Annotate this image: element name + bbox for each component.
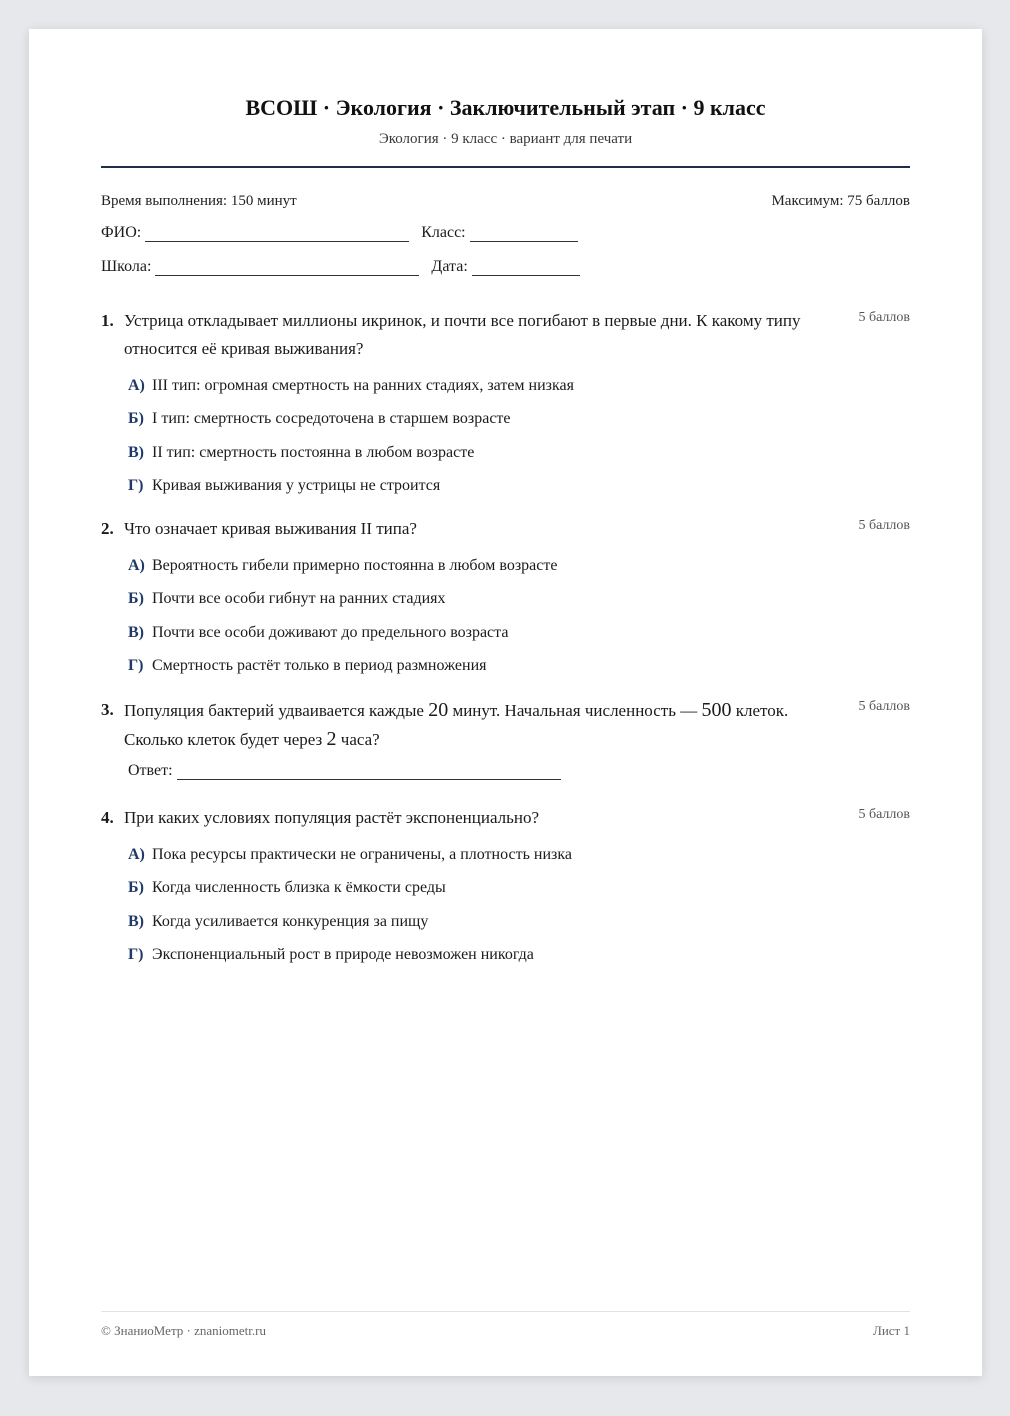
option-letter: Б)	[128, 410, 144, 428]
option-v[interactable]	[128, 905, 910, 939]
question-text: При каких условиях популяция растёт экспоненциально?	[124, 808, 540, 827]
option-letter: В)	[128, 623, 144, 641]
option-letter: Г)	[128, 946, 144, 964]
footer-divider	[101, 1311, 910, 1312]
options-list	[128, 838, 910, 972]
question-points: 5 баллов	[858, 310, 910, 325]
option-a[interactable]	[128, 549, 910, 583]
school-date-row	[101, 258, 910, 276]
question-text: Устрица откладывает миллионы икринок, и почти все погибают в первые дни. К какому типу относится её кривая выживания?	[124, 311, 801, 358]
option-b[interactable]	[128, 403, 910, 437]
option-v[interactable]	[128, 616, 910, 650]
option-letter: Г)	[128, 657, 144, 675]
text-part: клеток. Сколько клеток будет через	[124, 701, 789, 749]
option-text: Пока ресурсы практически не ограничены, а плотность низка	[152, 845, 572, 863]
option-text: Когда численность близка к ёмкости среды	[152, 879, 446, 897]
option-g[interactable]	[128, 470, 910, 504]
options-list	[128, 549, 910, 683]
question-header	[101, 696, 910, 754]
question-points: 5 баллов	[858, 518, 910, 533]
page-subtitle: Экология · 9 класс · вариант для печати	[378, 131, 633, 147]
question-header	[101, 515, 910, 543]
option-letter: Б)	[128, 590, 144, 608]
option-letter: В)	[128, 912, 144, 930]
option-text: Смертность растёт только в период размножения	[152, 657, 487, 675]
option-letter: А)	[128, 556, 145, 574]
option-text: Почти все особи гибнут на ранних стадиях	[152, 590, 446, 608]
date-field[interactable]	[472, 260, 580, 276]
option-text: II тип: смертность постоянна в любом возрасте	[152, 443, 475, 461]
option-g[interactable]	[128, 650, 910, 684]
class-label: Класс:	[421, 224, 466, 241]
option-text: Экспоненциальный рост в природе невозможен никогда	[152, 946, 534, 964]
question-points: 5 баллов	[858, 699, 910, 714]
page-title: ВСОШ · Экология · Заключительный этап · 9 класс	[245, 95, 766, 120]
fio-class-row	[101, 224, 910, 242]
option-letter: А)	[128, 845, 145, 863]
number-500: 500	[701, 699, 732, 721]
option-text: I тип: смертность сосредоточена в старшем возрасте	[152, 410, 511, 428]
text-part: Популяция бактерий удваивается каждые	[124, 701, 429, 720]
option-text: Когда усиливается конкуренция за пищу	[152, 912, 429, 930]
question-3	[101, 696, 910, 780]
school-label: Школа:	[101, 258, 152, 275]
answer-row	[128, 762, 910, 780]
option-a[interactable]	[128, 369, 910, 403]
question-points: 5 баллов	[858, 807, 910, 822]
answer-field[interactable]	[177, 764, 561, 780]
question-2	[101, 515, 910, 683]
option-letter: Б)	[128, 879, 144, 897]
page-content	[101, 29, 910, 1376]
text-part: минут. Начальная численность —	[448, 701, 702, 720]
option-text: Кривая выживания у устрицы не строится	[152, 477, 441, 495]
footer-page-number: Лист 1	[873, 1323, 910, 1338]
question-text	[124, 696, 840, 754]
option-v[interactable]	[128, 436, 910, 470]
number-2: 2	[326, 728, 337, 750]
question-text: Что означает кривая выживания II типа?	[124, 519, 417, 538]
option-letter: А)	[128, 376, 145, 394]
number-20: 20	[428, 699, 449, 721]
page-sheet	[29, 29, 982, 1376]
question-number: 1.	[101, 311, 114, 330]
fio-field[interactable]	[145, 226, 409, 242]
option-g[interactable]	[128, 939, 910, 973]
question-1	[101, 307, 910, 503]
answer-label: Ответ:	[128, 762, 173, 779]
header-divider	[101, 166, 910, 168]
school-field[interactable]	[155, 260, 419, 276]
date-label: Дата:	[431, 258, 468, 275]
option-b[interactable]	[128, 583, 910, 617]
exam-info-row	[101, 193, 910, 210]
options-list	[128, 369, 910, 503]
class-field[interactable]	[470, 226, 578, 242]
question-header	[101, 307, 910, 363]
option-letter: Г)	[128, 477, 144, 495]
question-4	[101, 804, 910, 972]
option-text: III тип: огромная смертность на ранних стадиях, затем низкая	[152, 376, 574, 394]
question-header	[101, 804, 910, 832]
question-number: 2.	[101, 519, 114, 538]
option-letter: В)	[128, 443, 144, 461]
fio-label: ФИО:	[101, 224, 142, 241]
question-number: 3.	[101, 700, 114, 719]
option-b[interactable]	[128, 872, 910, 906]
option-text: Почти все особи доживают до предельного возраста	[152, 623, 509, 641]
option-a[interactable]	[128, 838, 910, 872]
question-number: 4.	[101, 808, 114, 827]
time-limit: Время выполнения: 150 минут	[101, 193, 297, 209]
option-text: Вероятность гибели примерно постоянна в любом возрасте	[152, 556, 558, 574]
footer-copyright: © ЗнаниоМетр · znaniometr.ru	[101, 1323, 266, 1338]
max-score: Максимум: 75 баллов	[771, 193, 910, 209]
text-part: часа?	[336, 730, 380, 749]
